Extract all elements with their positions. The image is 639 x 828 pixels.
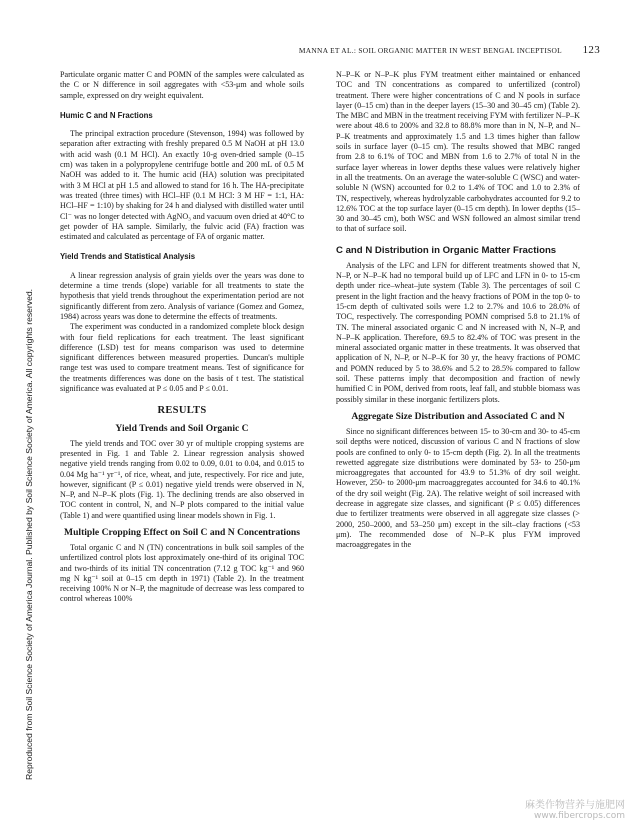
paragraph-aggregate: Since no significant differences between 15- to 30-cm and 30- to 45-cm soil depths were noticed, discussion of various C and N fractions of slow pools are confined to only 0- to 15-cm depth (Fig. 2). In all the treatments rewetted aggregate size distributions were dominated by 53- to 250-μm microaggregates that accounted for 43.9 to 51.3% of dry soil weight. However, 250- to 2000-μm macroaggregates accounted for 34.6 to 40.1% of the dry soil weight (Fig. 2A). The relative weight of soil increased with decrease in aggregate size classes, and significant (P ≤ 0.05) differences due to fertilizer treatments were observed in all aggregate size classes (> 2000, 250–2000, and 53–250 μm) except in the silt–clay fractions (<53 μm). The recommended dose of N–P–K plus FYM improved macroaggregates in the	[336, 426, 580, 550]
paragraph-multiple-cropping: Total organic C and N (TN) concentrations in bulk soil samples of the unfertilized control plots lost approximately one-third of its original TOC and two-thirds of its initial TN concentration (7.12 g TOC kg⁻¹ and 960 mg N kg⁻¹ soil at 0–15 cm depth in 1971) (Table 2). In the treatment receiving 100% N or N–P, the magnitude of decrease was less compared to control whereas 100%	[60, 542, 304, 604]
paragraph-pom: Particulate organic matter C and POMN of the samples were calculated as the C or N difference in soil aggregates with <53-μm and whole soils sample, expressed on dry weight equivalent.	[60, 70, 304, 100]
paragraph-continued: N–P–K or N–P–K plus FYM treatment either maintained or enhanced TOC and TN concentrations as compared to unfertilized (control) treatment. There were higher concentrations of C and N pools in surface layer (0–15 cm) than in the deeper layers (15–30 and 30–45 cm) (Table 2). The MBC and MBN in the treatment receiving FYM with fertilizer N–P–K were about 48.6 to 200% and 32.8 to 88.8% more than in N, N–P, and N–P–K treatments and approximately 1.5 and 1.3 times higher than fallow soils in surface layer (0–15 cm). The results showed that MBC ranged from 2.8 to 6.1% of TOC and MBN from 1.6 to 2.7% of total N in the surface layer whereas in lower depths these values were relatively higher in all the treatments. On an average the water-soluble C (WSC) and water-soluble N (WSN) accounted for 0.2 to 1.4% of TOC and 1.0 to 2.3% of TN, respectively, whereas hydrolyzable carbohydrates accounted for 9.2 to 12.6% TOC at the top surface layer (0–15 cm depth). In lower depths (15–30 and 30–45 cm), both WSC and WSN followed an almost similar trend to that of surface soil.	[336, 70, 580, 234]
paragraph-humic: The principal extraction procedure (Stevenson, 1994) was followed by separation after extracting with freshly prepared 0.5 M NaOH at pH 13.0 with acid wash (0.1 M HCl). An exactly 10-g oven-dried sample (0–15 cm) was taken in a polypropylene centrifuge bottle and 200 mL of 0.5 M NaOH was added to it. The humic acid (HA) solution was precipitated with 3 M HCl at pH 1.5 and allowed to stand for 16 h. The HA-precipitate was treated (three times) with HCl–HF (0.1 M HCl: 3 M HF = 1:1, HA: HCl–HF = 1:10) by shaking for 24 h and dialysed with distilled water until Cl⁻ was no longer detected with AgNO₃ and vacuum oven dried at 40°C to get powder of HA sample. Similarly, the fulvic acid (FA) fraction was estimated and calculated as percentage of FA of organic matter.	[60, 129, 304, 242]
paragraph-cn-distribution: Analysis of the LFC and LFN for different treatments showed that N, N–P, or N–P–K had no temporal build up of LFC and LFN in 0- to 15-cm depth under rice–wheat–jute system (Table 3). The percentages of soil C present in the light fraction and the heavy fractions of POM in the top 0- to 15-cm depth of cultivated soils were 1.2 to 2.7% and 10.6 to 28.0% of TOC, respectively. The corresponding POMN comprised 5.8 to 21.1% of TN. The mineral associated organic C and N increased with N, N–P, and N–P–K application. Therefore, 69.5 to 82.4% of TOC was present in the mineral associated organic matter in these treatments. It was observed that application of N, N–P, or N–P–K for 30 yr, the heavy fractions of POMC and POMN reduced by 5 to 38.6% and 5.2 to 28.5% compared to fallow soil. These patterns imply that decomposition and fraction of newly humified C in POM, derived from roots, leaf fall, and stubble biomass was possibly similar in these inorganic fertilizers plots.	[336, 260, 580, 404]
heading-aggregate: Aggregate Size Distribution and Associated C and N	[351, 410, 565, 422]
heading-multiple-cropping: Multiple Cropping Effect on Soil C and N Concentrations	[64, 526, 300, 538]
paragraph-design: The experiment was conducted in a randomized complete block design with four field replications for each treatment. The least significant difference (LSD) test for means comparison was used to determine significant differences between measured properties. Duncan's multiple range test was used to compare treatment means. Test of significance for the treatments differences was done on the basis of t test. The statistical significance was evaluated at P ≤ 0.05 and P ≤ 0.01.	[60, 322, 304, 394]
watermark-url: www.fibercrops.com	[534, 811, 625, 821]
heading-yield-trends: Yield Trends and Soil Organic C	[115, 422, 249, 434]
heading-results: RESULTS	[157, 405, 207, 417]
right-column	[336, 70, 580, 770]
heading-yield-stats: Yield Trends and Statistical Analysis	[60, 252, 196, 262]
paragraph-regression: A linear regression analysis of grain yields over the years was done to determine a time trends (slope) variable for all treatments to state the hypothesis that yield trends throughout the experimentation period are not significantly different from zero. Analysis of variance (Gomez and Gomez, 1984) across years was done to determine the effects of treatments.	[60, 270, 304, 321]
copyright-notice: Reproduced from Soil Science Society of America Journal. Published by Soil Science Society of America. All copyrights reserved.	[24, 288, 34, 780]
site-watermark	[525, 800, 625, 822]
running-header	[60, 44, 600, 58]
running-title: MANNA ET AL.: SOIL ORGANIC MATTER IN WEST BENGAL INCEPTISOL	[298, 46, 562, 55]
watermark-title: 麻类作物营养与施肥网	[525, 800, 625, 811]
page-number: 123	[582, 44, 600, 56]
left-column	[60, 70, 304, 770]
heading-cn-distribution: C and N Distribution in Organic Matter Fractions	[336, 244, 557, 256]
paragraph-yield-trends: The yield trends and TOC over 30 yr of multiple cropping systems are presented in Fig. 1 and Table 2. Linear regression analysis showed negative yield trends ranging from 0.02 to 0.09, 0.01 to 0.04, and 0.015 to 0.04 Mg ha⁻¹ yr⁻¹, of rice, wheat, and jute, respectively. For rice and jute, however, significant (P ≤ 0.01) negative yield trends were observed in N, N–P, and N–P–K plots (Fig. 1). The declining trends are also observed in TOC content in control, N, and N–P plots compared to the initial value (Table 1) and were quantified using linear models shown in Fig. 1.	[60, 438, 304, 520]
copyright-sidebar	[10, 60, 32, 780]
heading-humic: Humic C and N Fractions	[60, 110, 153, 120]
